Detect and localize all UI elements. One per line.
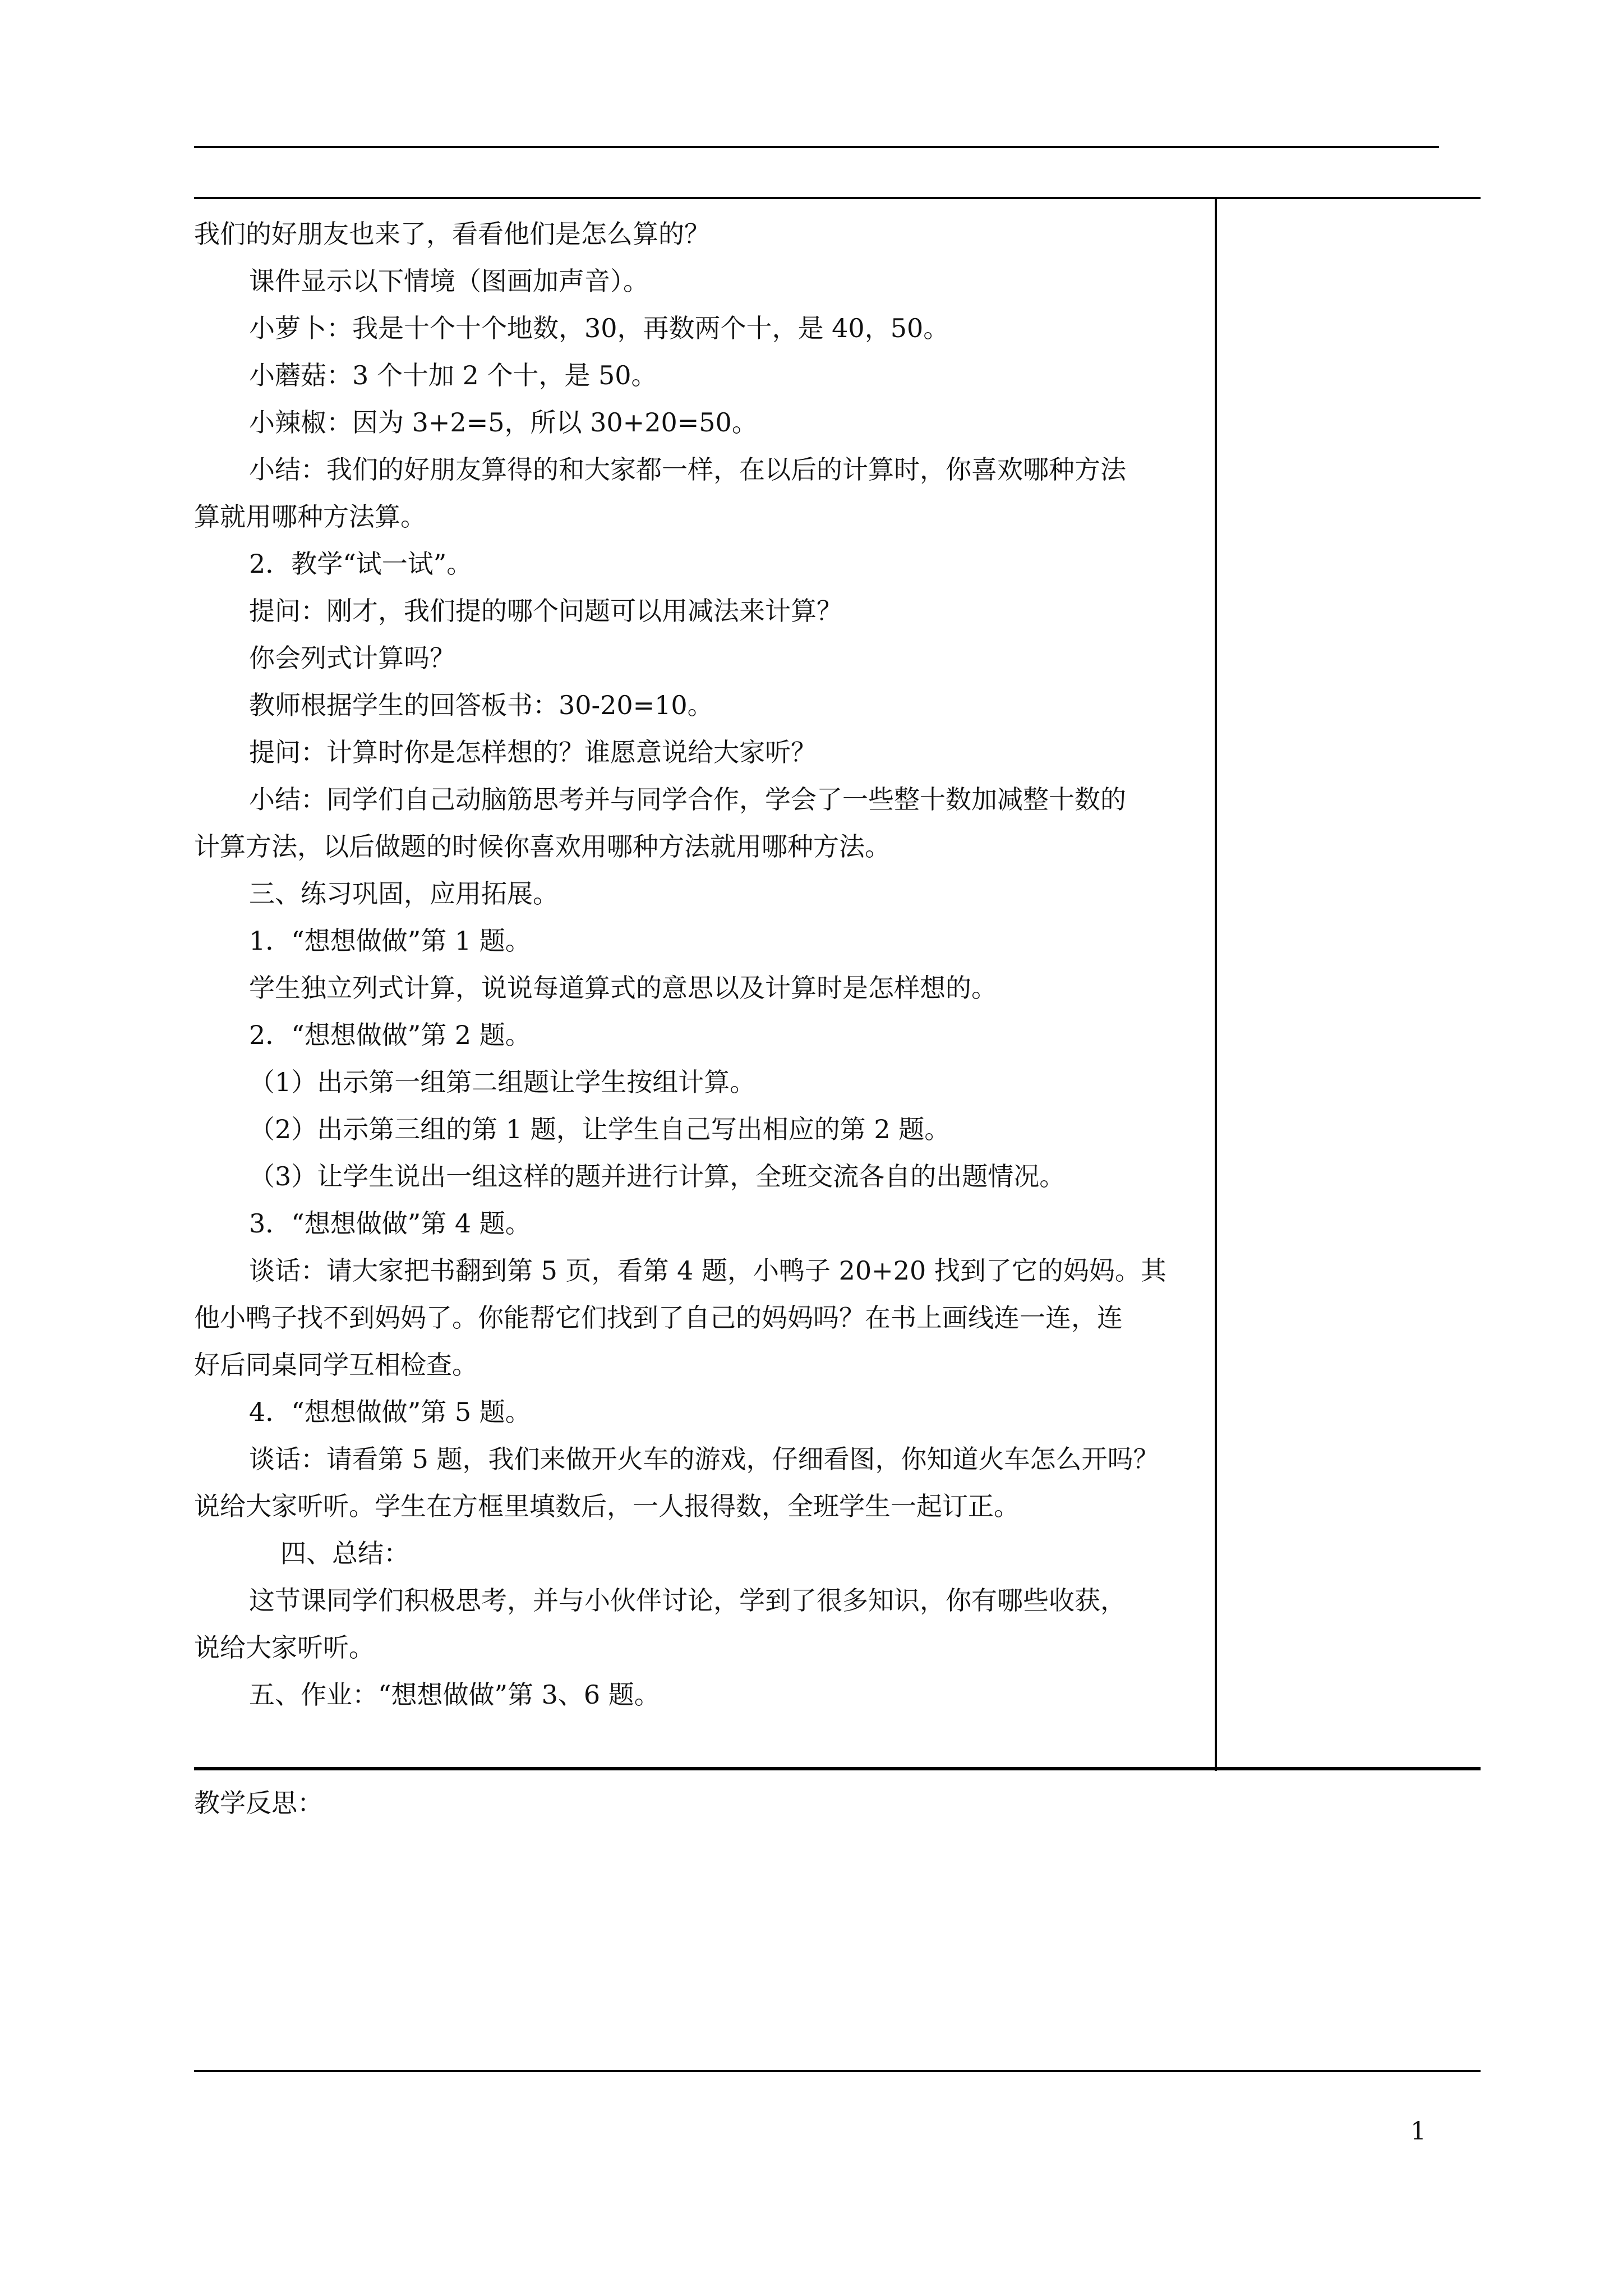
text-line: 三、练习巩固，应用拓展。 bbox=[249, 878, 559, 909]
text-line: 2．教学“试一试”。 bbox=[249, 549, 473, 579]
text-line: 算就用哪种方法算。 bbox=[194, 501, 426, 532]
text-line: 4．“想想做做”第 5 题。 bbox=[249, 1397, 531, 1427]
text-line: （1）出示第一组第二组题让学生按组计算。 bbox=[249, 1067, 756, 1097]
text-line: 你会列式计算吗？ bbox=[249, 643, 455, 673]
text-line: 1．“想想做做”第 1 题。 bbox=[249, 926, 531, 956]
text-line: 这节课同学们积极思考，并与小伙伴讨论，学到了很多知识，你有哪些收获， bbox=[249, 1585, 1126, 1616]
text-line: 计算方法，以后做题的时候你喜欢用哪种方法就用哪种方法。 bbox=[194, 831, 891, 862]
text-line: 说给大家听听。 bbox=[194, 1632, 375, 1663]
header-rule bbox=[194, 146, 1439, 148]
text-line: 好后同桌同学互相检查。 bbox=[194, 1350, 478, 1380]
text-line: 谈话：请看第 5 题，我们来做开火车的游戏，仔细看图，你知道火车怎么开吗？ bbox=[249, 1444, 1159, 1474]
text-line: 小结：我们的好朋友算得的和大家都一样，在以后的计算时，你喜欢哪种方法 bbox=[249, 454, 1126, 485]
table-column-divider bbox=[1215, 197, 1217, 1771]
text-line: 提问：计算时你是怎样想的？谁愿意说给大家听？ bbox=[249, 737, 817, 767]
text-line: 谈话：请大家把书翻到第 5 页，看第 4 题，小鸭子 20+20 找到了它的妈妈。其 bbox=[249, 1255, 1166, 1286]
table-bottom-border bbox=[194, 1767, 1481, 1770]
teaching-reflection-label: 教学反思： bbox=[194, 1788, 323, 1818]
text-line: 教师根据学生的回答板书：30-20=10。 bbox=[249, 690, 713, 720]
text-line: （2）出示第三组的第 1 题，让学生自己写出相应的第 2 题。 bbox=[249, 1114, 951, 1144]
text-line: 四、总结： bbox=[280, 1538, 409, 1568]
text-line: 提问：刚才，我们提的哪个问题可以用减法来计算？ bbox=[249, 596, 842, 626]
text-line: 小萝卜：我是十个十个地数，30，再数两个十，是 40，50。 bbox=[249, 313, 949, 343]
text-line: 学生独立列式计算，说说每道算式的意思以及计算时是怎样想的。 bbox=[249, 973, 997, 1003]
text-line: 小辣椒：因为 3+2=5，所以 30+20=50。 bbox=[249, 407, 758, 438]
text-line: 小蘑菇：3 个十加 2 个十，是 50。 bbox=[249, 360, 657, 390]
text-line: 五、作业：“想想做做”第 3、6 题。 bbox=[249, 1680, 660, 1710]
text-line: 他小鸭子找不到妈妈了。你能帮它们找到了自己的妈妈吗？在书上画线连一连，连 bbox=[194, 1303, 1123, 1333]
text-line: 2．“想想做做”第 2 题。 bbox=[249, 1020, 531, 1050]
text-line: （3）让学生说出一组这样的题并进行计算，全班交流各自的出题情况。 bbox=[249, 1161, 1066, 1191]
lesson-text-cell bbox=[194, 199, 1215, 1767]
text-line: 说给大家听听。学生在方框里填数后，一人报得数，全班学生一起订正。 bbox=[194, 1491, 1020, 1521]
text-line: 小结：同学们自己动脑筋思考并与同学合作，学会了一些整十数加减整十数的 bbox=[249, 784, 1126, 815]
text-line: 我们的好朋友也来了，看看他们是怎么算的？ bbox=[194, 219, 710, 249]
text-line: 3．“想想做做”第 4 题。 bbox=[249, 1208, 531, 1239]
text-line: 课件显示以下情境（图画加声音）。 bbox=[249, 266, 649, 296]
page-number: 1 bbox=[1410, 2117, 1426, 2146]
footer-rule bbox=[194, 2070, 1481, 2072]
